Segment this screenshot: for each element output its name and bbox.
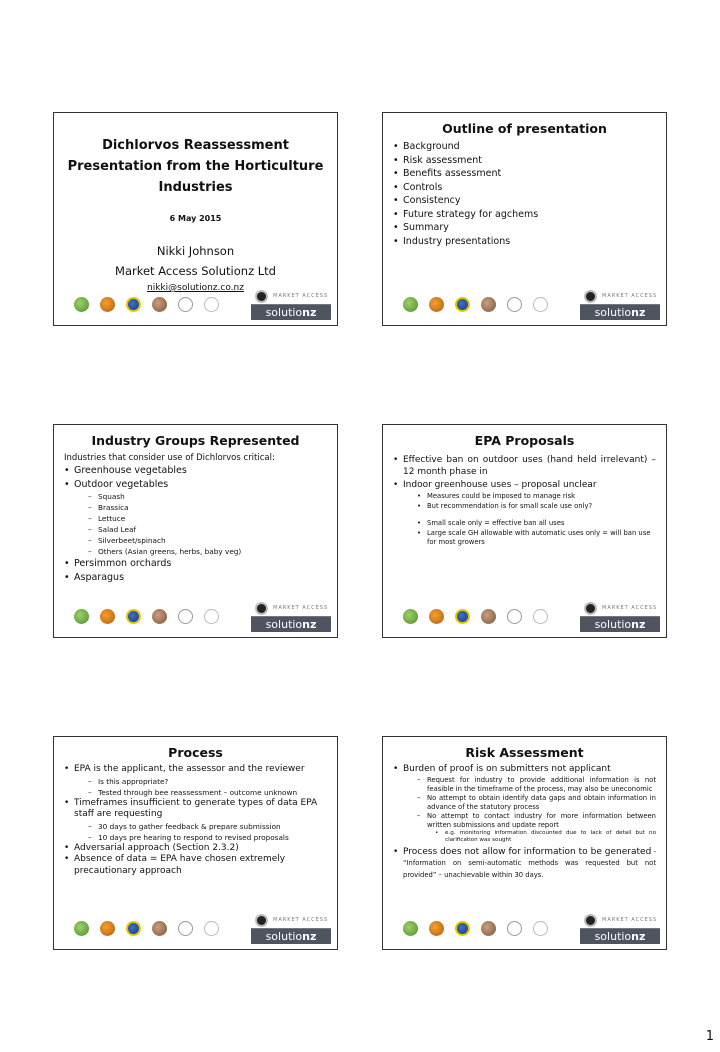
presenter-block	[64, 241, 327, 281]
sub-item: • Measures could be imposed to manage risk	[417, 492, 656, 502]
fruit-icons	[403, 921, 548, 936]
fruit-icons	[74, 297, 219, 312]
sub-item: • Large scale GH allowable with automatic uses only = will ban use for most growers	[417, 529, 656, 548]
sub-item: – No attempt to contact industry for more information between written submissions and update report • e.g. monitoring information discounted due to lack of detail but no clarification was sought	[417, 812, 656, 845]
slide-footer	[54, 285, 337, 325]
presenter-name: Nikki Johnson	[156, 244, 235, 258]
outline-list	[393, 140, 656, 248]
list-item: • Risk assessment	[393, 154, 656, 168]
slide-title	[53, 112, 338, 326]
email-link[interactable]: nikki@solutionz.co.nz	[147, 283, 244, 293]
sub-item: – Silverbeet/spinach	[88, 535, 327, 546]
solutionz-logo: MARKET ACCESS solutionz	[580, 913, 660, 945]
page-number: 1	[705, 1029, 714, 1044]
solutionz-logo: MARKET ACCESS solutionz	[251, 289, 331, 321]
orange-fruit-icon	[100, 921, 115, 936]
orange-fruit-icon	[100, 297, 115, 312]
empty-circle-icon	[507, 297, 522, 312]
blue-yellow-icon	[126, 609, 141, 624]
list-item: • Outdoor vegetables – Squash – Brassica – Lettuce – Salad Leaf – Silverbeet/spinach – Others (Asian greens, herbs, baby veg)	[64, 478, 327, 558]
slide-footer	[54, 909, 337, 949]
sub-item: – Lettuce	[88, 513, 327, 524]
sub-item: – Is this appropriate?	[88, 776, 327, 787]
list-item: • Adversarial approach (Section 2.3.2)	[64, 843, 327, 855]
brown-seed-icon	[481, 297, 496, 312]
list-item: • Controls	[393, 181, 656, 195]
blue-yellow-icon	[126, 297, 141, 312]
orange-fruit-icon	[429, 609, 444, 624]
risk-list	[393, 764, 656, 881]
slide-footer	[383, 285, 666, 325]
slide-heading: Process	[168, 745, 223, 760]
slide-risk-assessment	[382, 736, 667, 950]
list-item: • Background	[393, 140, 656, 154]
presentation-title: Dichlorvos Reassessment Presentation from the Horticulture Industries	[67, 138, 324, 195]
empty-circle-icon	[204, 609, 219, 624]
list-item: • Future strategy for agchems	[393, 208, 656, 222]
sub-item: – No attempt to obtain identify data gaps and obtain information in advance of the statutory process	[417, 794, 656, 812]
slide-heading: Outline of presentation	[442, 121, 607, 136]
empty-circle-icon	[204, 297, 219, 312]
brown-seed-icon	[152, 921, 167, 936]
brown-seed-icon	[152, 297, 167, 312]
slide-process	[53, 736, 338, 950]
empty-circle-icon	[533, 297, 548, 312]
intro-text: Industries that consider use of Dichlorvos critical:	[64, 453, 275, 463]
empty-circle-icon	[178, 297, 193, 312]
slide-heading: Risk Assessment	[465, 745, 584, 760]
slide-heading: EPA Proposals	[474, 433, 575, 448]
empty-circle-icon	[178, 609, 193, 624]
green-fruit-icon	[403, 297, 418, 312]
slide-outline	[382, 112, 667, 326]
empty-circle-icon	[507, 609, 522, 624]
brown-seed-icon	[152, 609, 167, 624]
list-item: • EPA is the applicant, the assessor and the reviewer – Is this appropriate? – Tested through bee reassessment – outcome unknown	[64, 764, 327, 798]
list-item: • Absence of data = EPA have chosen extremely precautionary approach	[64, 854, 327, 877]
list-item: • Process does not allow for information to be generated - “Information on semi-automatic methods was requested but not provided” – unachievable within 30 days.	[393, 847, 656, 882]
green-fruit-icon	[74, 921, 89, 936]
sub-item: – Others (Asian greens, herbs, baby veg)	[88, 546, 327, 557]
blue-yellow-icon	[455, 609, 470, 624]
solutionz-logo: MARKET ACCESS solutionz	[251, 913, 331, 945]
solutionz-logo: MARKET ACCESS solutionz	[580, 601, 660, 633]
brown-seed-icon	[481, 921, 496, 936]
blue-yellow-icon	[126, 921, 141, 936]
industry-list	[64, 464, 327, 584]
sub-item: – Tested through bee reassessment – outcome unknown	[88, 787, 327, 798]
slide-footer	[383, 597, 666, 637]
list-item: • Burden of proof is on submitters not applicant – Request for industry to provide additional information is not feasible in the timeframe of the process, may also be uneconomic – No attempt to obtain identify data gaps and obtain information in advance of the statutory process – No attempt to contact industry for more information between written submissions and update report • e.g. monitoring information discounted due to lack of detail but no clarification was sought	[393, 764, 656, 845]
solutionz-logo: MARKET ACCESS solutionz	[251, 601, 331, 633]
sub-item: – Brassica	[88, 502, 327, 513]
orange-fruit-icon	[100, 609, 115, 624]
list-item: • Industry presentations	[393, 235, 656, 249]
green-fruit-icon	[74, 609, 89, 624]
green-fruit-icon	[403, 609, 418, 624]
sub-item: • Small scale only = effective ban all uses	[417, 519, 656, 529]
proposal-list	[393, 454, 656, 548]
slide-footer	[383, 909, 666, 949]
solutionz-logo: MARKET ACCESS solutionz	[580, 289, 660, 321]
fruit-icons	[403, 297, 548, 312]
slide-footer	[54, 597, 337, 637]
sub-item: • But recommendation is for small scale use only?	[417, 502, 656, 512]
empty-circle-icon	[533, 921, 548, 936]
fruit-icons	[74, 921, 219, 936]
slide-heading: Industry Groups Represented	[91, 433, 300, 448]
presentation-date: 6 May 2015	[169, 214, 222, 223]
process-list	[64, 764, 327, 877]
green-fruit-icon	[403, 921, 418, 936]
list-item: • Indoor greenhouse uses – proposal unclear • Measures could be imposed to manage risk • But recommendation is for small scale use only? • Small scale only = effective ban all uses • Large scale GH allowable with automatic uses only = will ban use for most growers	[393, 478, 656, 548]
sub-item: – Salad Leaf	[88, 524, 327, 535]
company-name: Market Access Solutionz Ltd	[115, 264, 276, 278]
sub-item: – 30 days to gather feedback & prepare submission	[88, 821, 327, 832]
slide-industry-groups	[53, 424, 338, 638]
empty-circle-icon	[507, 921, 522, 936]
list-item: • Effective ban on outdoor uses (hand held irrelevant) – 12 month phase in	[393, 454, 656, 478]
blue-yellow-icon	[455, 297, 470, 312]
list-item: • Greenhouse vegetables	[64, 464, 327, 478]
sub-item: – 10 days pre hearing to respond to revised proposals	[88, 832, 327, 843]
sub-item: – Request for industry to provide additional information is not feasible in the timeframe of the process, may also be uneconomic	[417, 776, 656, 794]
green-fruit-icon	[74, 297, 89, 312]
list-item: • Consistency	[393, 194, 656, 208]
orange-fruit-icon	[429, 921, 444, 936]
list-item: • Timeframes insufficient to generate types of data EPA staff are requesting – 30 days to gather feedback & prepare submission – 10 days pre hearing to respond to revised proposals	[64, 798, 327, 843]
fruit-icons	[74, 609, 219, 624]
list-item: • Benefits assessment	[393, 167, 656, 181]
list-item: • Summary	[393, 221, 656, 235]
empty-circle-icon	[533, 609, 548, 624]
empty-circle-icon	[204, 921, 219, 936]
brown-seed-icon	[481, 609, 496, 624]
list-item: • Asparagus	[64, 571, 327, 585]
sub-item: – Squash	[88, 491, 327, 502]
empty-circle-icon	[178, 921, 193, 936]
sub-sub-item: • e.g. monitoring information discounted due to lack of detail but no clarification was sought	[435, 830, 656, 845]
list-item: • Persimmon orchards	[64, 557, 327, 571]
fruit-icons	[403, 609, 548, 624]
blue-yellow-icon	[455, 921, 470, 936]
orange-fruit-icon	[429, 297, 444, 312]
slide-epa-proposals	[382, 424, 667, 638]
